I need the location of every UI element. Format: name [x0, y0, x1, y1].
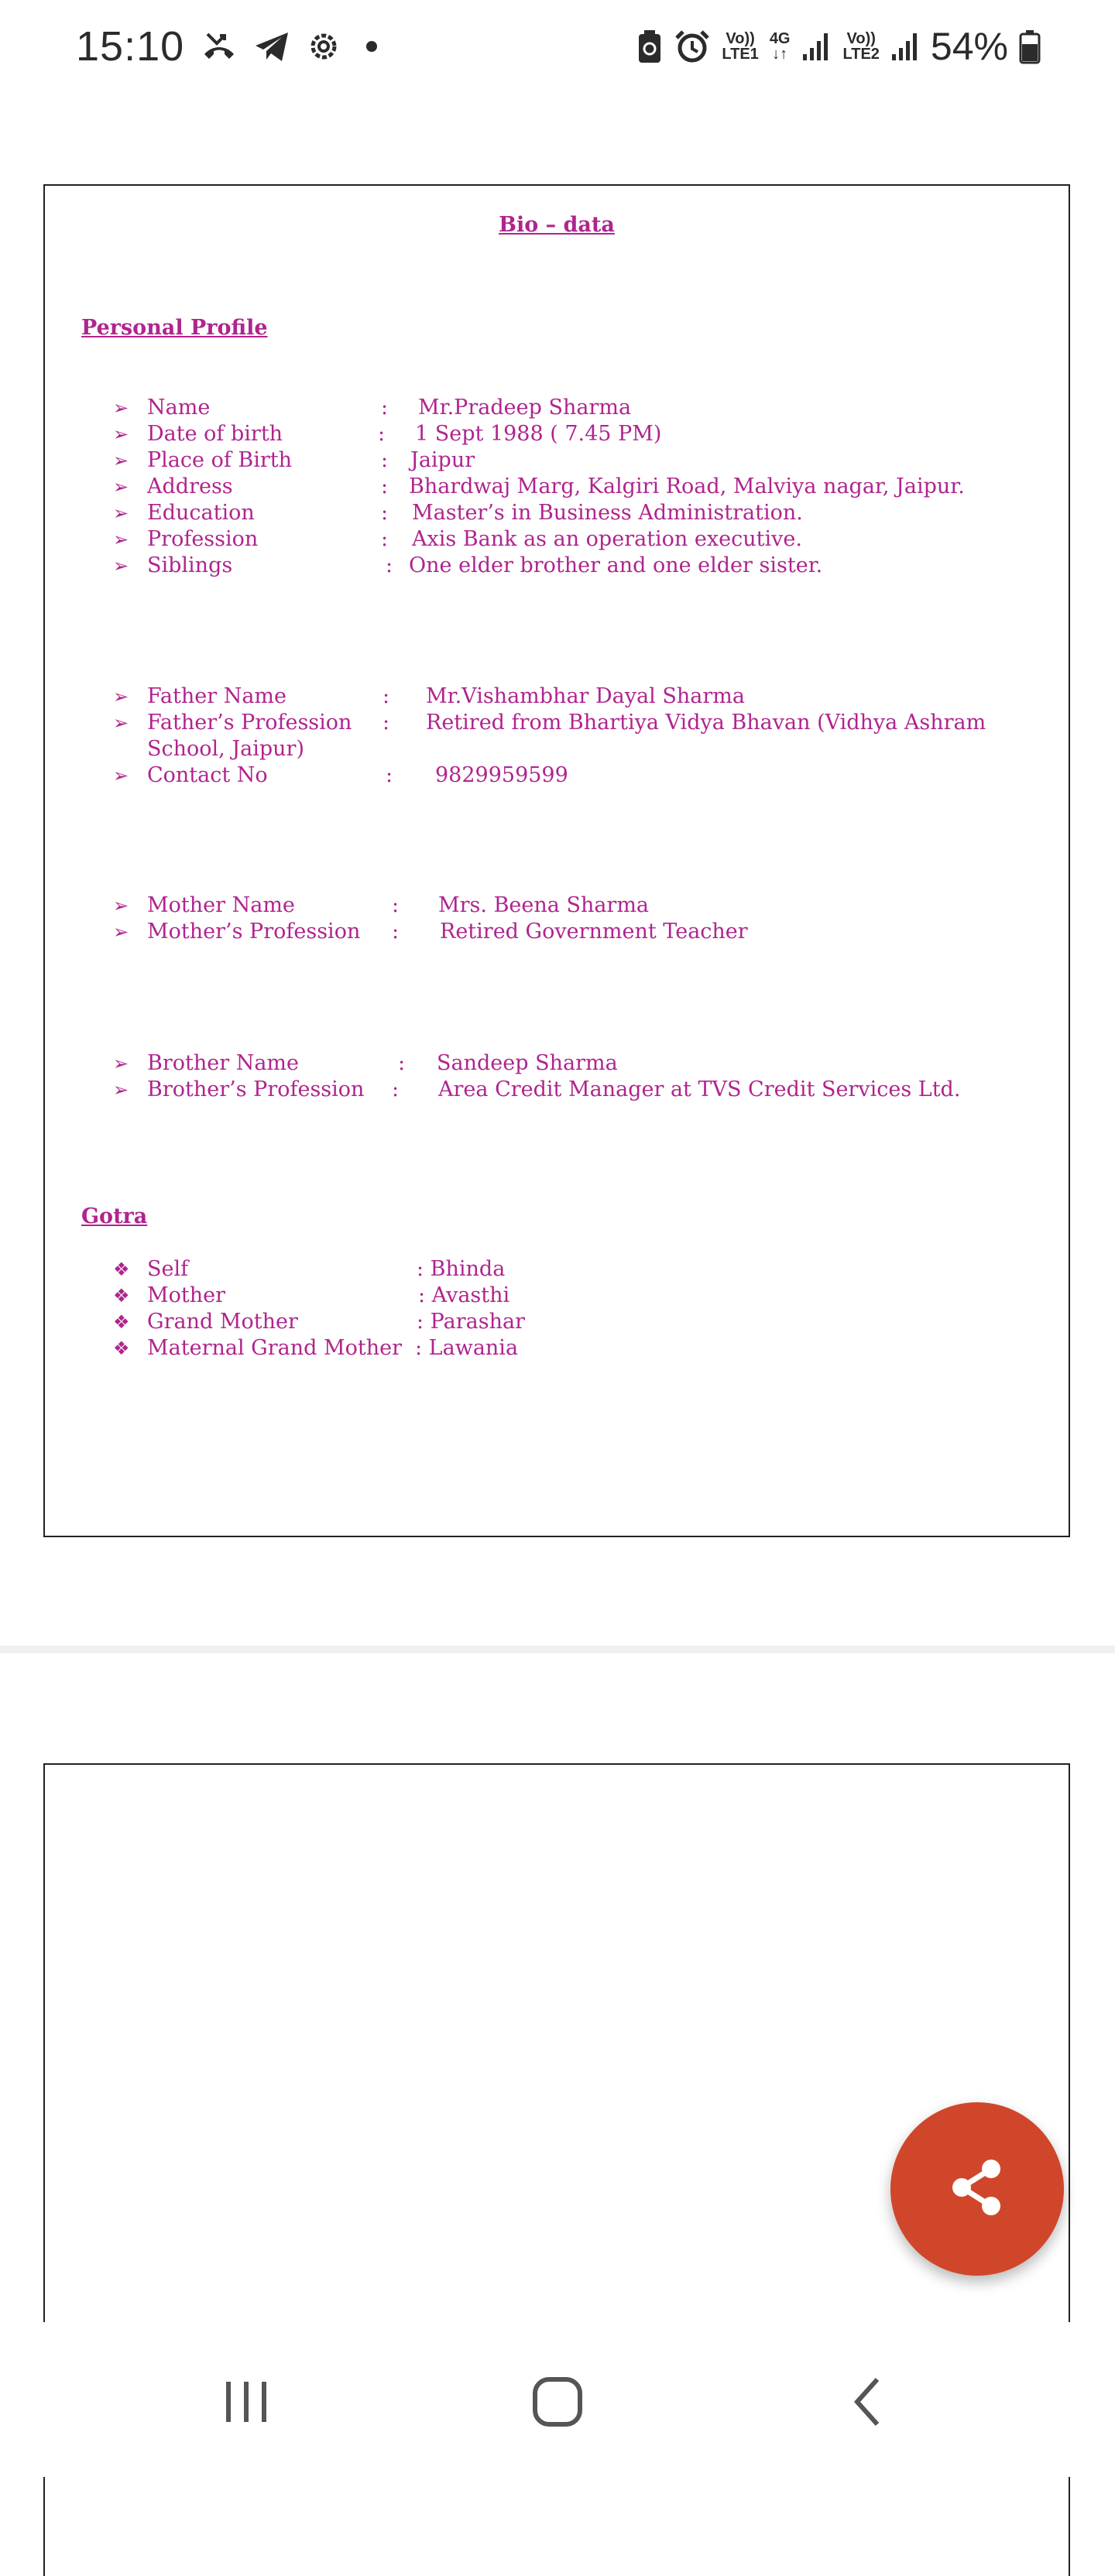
field-label: Brother Name: [147, 1051, 300, 1075]
battery-saver-icon: [636, 29, 663, 64]
arrow-bullet-icon: ➢: [113, 686, 129, 707]
gotra-heading: Gotra: [81, 1204, 148, 1228]
recents-button[interactable]: [200, 2369, 293, 2438]
field-value: One elder brother and one elder sister.: [409, 553, 823, 577]
field-label: Profession: [147, 527, 259, 551]
personal-profile-heading: Personal Profile: [81, 316, 268, 340]
arrow-bullet-icon: ➢: [113, 502, 129, 524]
field-value: 9829959599: [435, 763, 568, 787]
colon: :: [381, 501, 389, 525]
field-value: Master’s in Business Administration.: [412, 501, 803, 525]
colon: :: [398, 1051, 406, 1075]
field-label: Father’s Profession: [147, 711, 352, 735]
arrow-bullet-icon: ➢: [113, 1079, 129, 1101]
home-button[interactable]: [511, 2369, 604, 2438]
field-value: Mr.Pradeep Sharma: [418, 396, 632, 420]
telegram-icon: [254, 30, 290, 63]
share-icon: [948, 2156, 1007, 2222]
diamond-bullet-icon: ❖: [113, 1259, 130, 1280]
share-button[interactable]: [890, 2102, 1064, 2276]
arrow-bullet-icon: ➢: [113, 921, 129, 943]
field-value: Sandeep Sharma: [437, 1051, 618, 1075]
battery-percent: 54%: [930, 25, 1008, 68]
diamond-bullet-icon: ❖: [113, 1311, 130, 1333]
colon: :: [381, 474, 389, 498]
back-icon: [848, 2375, 887, 2433]
colon: :: [386, 763, 393, 787]
settings-icon: [307, 29, 341, 63]
field-label: Education: [147, 501, 255, 525]
field-label: Maternal Grand Mother: [147, 1336, 403, 1360]
field-label: Place of Birth: [147, 448, 293, 472]
diamond-bullet-icon: ❖: [113, 1285, 130, 1307]
field-value: : Bhinda: [417, 1257, 506, 1281]
signal-icon: [890, 31, 921, 62]
field-value: Area Credit Manager at TVS Credit Services Ltd.: [438, 1077, 961, 1101]
field-label: Brother’s Profession: [147, 1077, 365, 1101]
colon: :: [386, 553, 393, 577]
document-title: Bio – data: [499, 213, 615, 237]
dot-icon: [358, 39, 381, 54]
arrow-bullet-icon: ➢: [113, 765, 129, 786]
field-label: Self: [147, 1257, 189, 1281]
back-button[interactable]: [821, 2369, 914, 2438]
field-label: Grand Mother: [147, 1310, 298, 1334]
field-value: : Avasthi: [418, 1283, 510, 1307]
colon: :: [392, 893, 400, 917]
colon: :: [383, 711, 390, 735]
field-value: Retired from Bhartiya Vidya Bhavan (Vidhya Ashram: [426, 711, 986, 735]
navigation-bar: [0, 2322, 1115, 2477]
recents-icon: [221, 2377, 271, 2430]
field-label: Contact No: [147, 763, 268, 787]
home-icon: [530, 2375, 585, 2433]
field-value: Retired Government Teacher: [440, 920, 748, 944]
field-value: : Lawania: [415, 1336, 519, 1360]
arrow-bullet-icon: ➢: [113, 476, 129, 498]
colon: :: [378, 422, 386, 446]
arrow-bullet-icon: ➢: [113, 397, 129, 419]
colon: :: [392, 1077, 400, 1101]
arrow-bullet-icon: ➢: [113, 712, 129, 734]
status-bar: [0, 0, 1115, 93]
arrow-bullet-icon: ➢: [113, 555, 129, 577]
field-value: Axis Bank as an operation executive.: [412, 527, 802, 551]
net-label-lte2: Vo)) LTE2: [842, 30, 880, 63]
colon: :: [381, 527, 389, 551]
arrow-bullet-icon: ➢: [113, 1053, 129, 1074]
field-label: Name: [147, 396, 211, 420]
battery-icon: [1019, 29, 1041, 64]
colon: :: [381, 396, 389, 420]
field-value: : Parashar: [417, 1310, 525, 1334]
field-label: Father Name: [147, 684, 287, 708]
field-label: Date of birth: [147, 422, 283, 446]
field-value: 1 Sept 1988 ( 7.45 PM): [415, 422, 662, 446]
arrow-bullet-icon: ➢: [113, 895, 129, 916]
data-4g-icon: 4G ↓↑: [769, 30, 791, 63]
field-label: Mother Name: [147, 893, 295, 917]
field-label: Address: [147, 474, 233, 498]
field-label: Mother: [147, 1283, 226, 1307]
field-label: Siblings: [147, 553, 233, 577]
arrow-bullet-icon: ➢: [113, 529, 129, 550]
document-page: [43, 184, 1070, 1537]
missed-call-icon: [201, 31, 237, 62]
page-separator: [0, 1646, 1115, 1653]
field-value: Mr.Vishambhar Dayal Sharma: [426, 684, 745, 708]
arrow-bullet-icon: ➢: [113, 423, 129, 445]
diamond-bullet-icon: ❖: [113, 1338, 130, 1359]
field-value-continued: School, Jaipur): [147, 737, 304, 761]
field-label: Mother’s Profession: [147, 920, 361, 944]
arrow-bullet-icon: ➢: [113, 450, 129, 471]
field-value: Mrs. Beena Sharma: [438, 893, 650, 917]
net-label-lte1: Vo)) LTE1: [722, 30, 759, 63]
alarm-icon: [674, 29, 711, 64]
field-value: Bhardwaj Marg, Kalgiri Road, Malviya nagar, Jaipur.: [409, 474, 965, 498]
status-time: 15:10: [76, 23, 185, 70]
colon: :: [381, 448, 389, 472]
colon: :: [392, 920, 400, 944]
signal-icon: [801, 31, 832, 62]
field-value: Jaipur: [410, 448, 475, 472]
colon: :: [383, 684, 390, 708]
